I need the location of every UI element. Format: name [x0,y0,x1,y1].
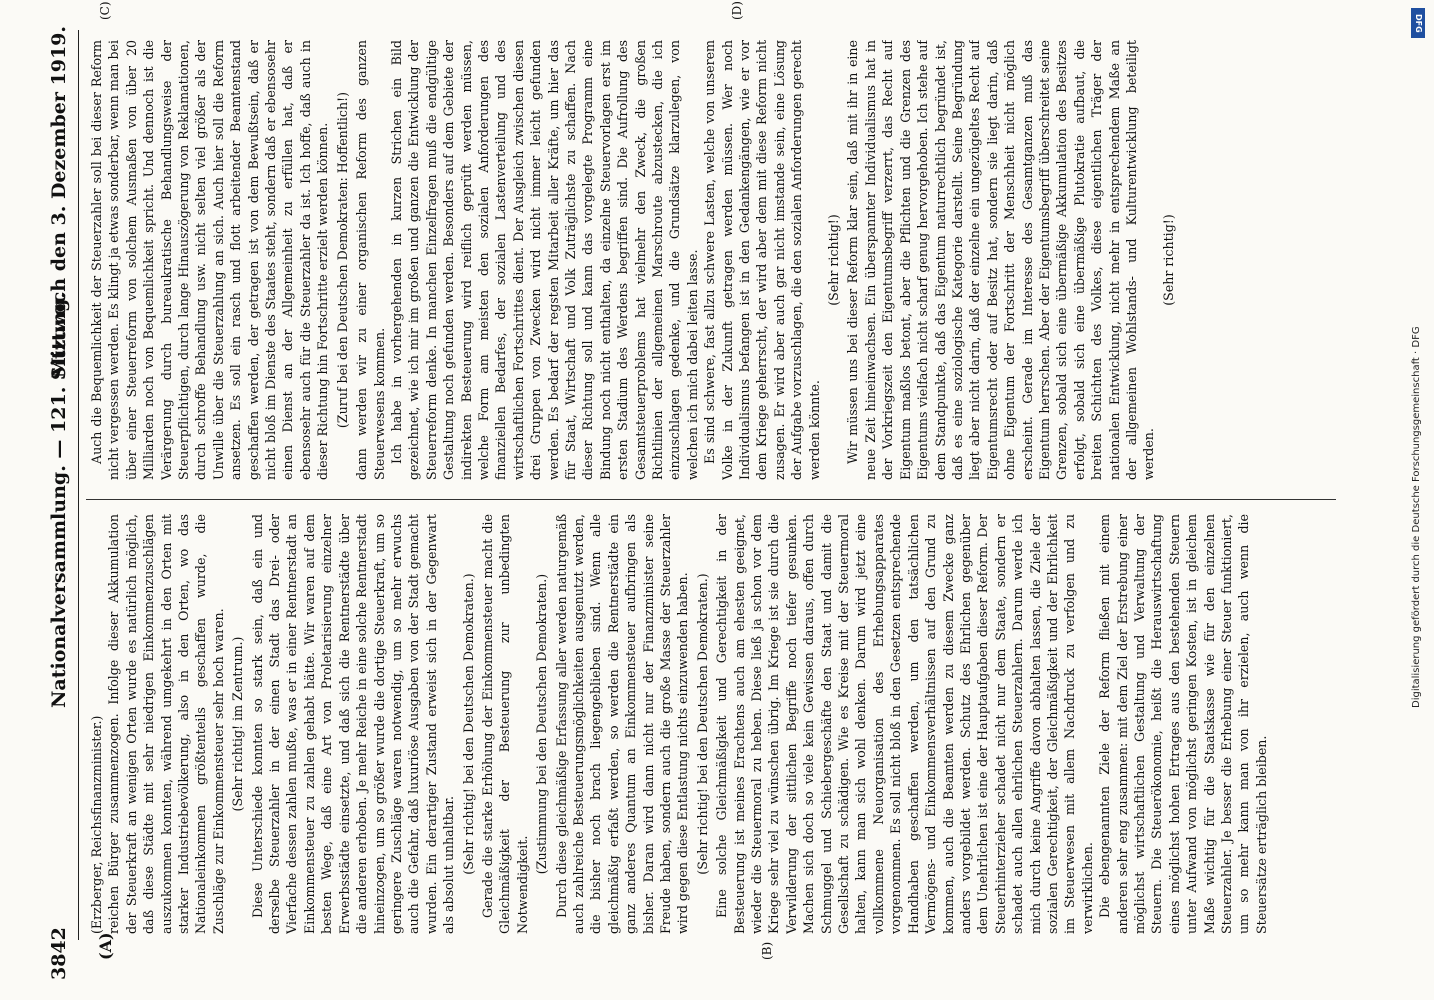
left-column [88,514,1338,934]
margin-marker-b: (B) [760,941,774,960]
column-divider [86,499,1336,500]
interjection: (Sehr richtig!) [1160,214,1176,306]
paragraph: Die ebengenannten Ziele der Reform fließen mit einem anderen sehr eng zusammen: mit dem Ziel der Erstrebung einer möglichst wirtschaftlichen Gestaltung und Verwaltung der Steuern. Die Steuerökonomie, heißt die Herauswirtschaftung eines möglichst hohen Ertrages aus den bestehenden Steuern unter Aufwand von möglichst geringen Kosten, ist in gleichem Maße wichtig für die Staatskasse wie für den einzelnen Steuerzahler. Je besser die Erhebung einer Steuer funktioniert, um so mehr kann man von ihr erzielen, auch wenn die Steuersätze erträglich bleiben. [1097,514,1269,934]
paragraph: dann werden wir zu einer organischen Reform des ganzen Steuerwesens kommen. [354,40,387,480]
paragraph: Gerade die starke Erhöhung der Einkommensteuer macht die Gleichmäßigkeit der Besteuerung zur unbedingten Notwendigkeit. [479,514,530,934]
speaker-line: (Erzberger, Reichsfinanzminister.) [89,715,104,934]
header-rule [78,30,79,940]
right-column [88,40,1338,480]
paragraph: Durch diese gleichmäßige Erfassung aller werden naturgemäß auch zahlreiche Besteuerungsmöglichkeiten ausgenutzt werden, die bisher noch brach liegengeblieben sind. Wenn alle gleichmäßig erfaßt werden, so werden die Rentnerstädte ein ganz anderes Quantum an Einkommensteuer aufbringen als bisher. Daran wird dann nicht nur der Finanzminister seine Freude haben, sondern auch die große Masse der Steuerzahler wird gegen diese Entlastung nichts einzuwenden haben. [553,514,691,934]
interjection: (Sehr richtig! bei den Deutschen Demokraten.) [694,573,710,875]
running-header [48,0,88,1000]
digitization-credit [1411,8,1425,708]
header-date: Mittwoch den 3. Dezember 1919. [48,26,70,379]
margin-marker-d: (D) [730,1,744,20]
paragraph: Diese Unterschiede konnten so stark sein, daß ein und derselbe Steuerzahler in der einen Stadt das Drei- oder Vierfache dessen zahlen mußte, was er in einer Rentnerstadt an Einkommensteuer zu zahlen gehabt hätte. Wir waren auf dem besten Wege, daß eine Art von Proletarisierung einzelner Erwerbsstädte einsetzte, und daß sich die Rentnerstädte über die anderen erhoben. Je mehr Reiche in eine solche Rentnerstadt hineinzogen, um so größer wurde die dortige Steuerkraft, um so geringere Zuschläge waren notwendig, um so mehr erwuchs auch die Gefahr, daß luxuriöse Ausgaben von der Stadt gemacht wurden. Ein derartiger Zustand erweist sich in der Gegenwart als absolut unhaltbar. [249,514,457,934]
interjection: (Sehr richtig! im Zentrum.) [230,636,246,812]
margin-marker-a: (A) [96,932,115,960]
interjection: (Zustimmung bei den Deutschen Demokraten.) [534,573,550,875]
paragraph: Auch die Bequemlichkeit der Steuerzahler soll bei dieser Reform nicht vergessen werden. Es klingt ja etwas sonderbar, wenn man bei über einer Steuerreform von solchem Ausmaßen von über 20 Milliarden noch von Bequemlichkeit spricht. Und dennoch ist die Verärgerung durch bureaukratische Behandlungsweise der Steuerpflichtigen, durch lange Hinauszögerung von Reklamationen, durch schroffe Behandlung usw. nicht selten viel größer als der Unwille über die Steuerzahlung an sich. Auch hier soll die Reform ansetzen. Es soll ein rasch und flott arbeitender Beamtenstand geschaffen werden, der getragen ist von dem Bewußtsein, daß er nicht bloß im Dienste des Staates steht, sondern daß er ebensosehr einen Dienst an der Allgemeinheit zu erfüllen hat, daß er ebensosehr auch für die Steuerzahler da ist. Ich hoffe, daß auch in dieser Richtung hin Fortschritte erzielt werden können. [89,40,331,480]
paragraph: Ich habe in vorhergehenden in kurzen Strichen ein Bild gezeichnet, wie ich mir im großen und ganzen die Entwicklung der Steuerreform denke. In manchen Einzelfragen muß die endgültige Gestaltung noch gefunden werden. Besonders auf dem Gebiete der indirekten Besteuerung wird reiflich geprüft werden müssen, welche Form am meisten den sozialen Anforderungen des finanziellen Bedarfes, der sozialen Lastenverteilung und des wirtschaftlichen Fortschrittes dient. Der Ausgleich zwischen diesen drei Gruppen von Zwecken wird nicht immer leicht gefunden werden. Es bedarf der regsten Mitarbeit aller Kräfte, um hier das für Staat, Wirtschaft und Volk Zuträglichste zu schaffen. Nach dieser Richtung soll und kann das vorgelegte Programm eine Bindung noch nicht enthalten, da einzelne Steuervorlagen erst im ersten Stadium des Werdens begriffen sind. Die Aufrollung des Gesamtsteuerproblems hat vielmehr den Zweck, die großen Richtlinien der allgemeinen Marschroute abzustecken, die ich einzuschlagen gedenke, und die Grundsätze klarzulegen, von welchen ich mich dabei leiten lasse. [388,40,700,480]
paragraph: reichen Bürger zusammenzogen. Infolge dieser Akkumulation der Steuerkraft an wenigen Orten wurde es natürlich möglich, daß diese Städte mit sehr niedrigen Einkommenzuschlägen auszukommen konnten, während umgekehrt in den Orten mit starker Industriebevölkerung, also in den Orten, wo das Nationaleinkommen größtenteils geschaffen wurde, die Zuschläge zur Einkommensteuer sehr hoch waren. [106,514,226,934]
interjection: (Sehr richtig! bei den Deutschen Demokraten.) [460,573,476,875]
paragraph: Eine solche Gleichmäßigkeit und Gerechtigkeit in der Besteuerung ist meines Erachtens auch am ehesten geeignet, wieder die Steuermoral zu heben. Diese ließ ja schon vor dem Kriege sehr viel zu wünschen übrig. Im Kriege ist sie durch die Verwilderung der sittlichen Begriffe noch tiefer gesunken. Machen sich doch so viele kein Gewissen daraus, offen durch Schmuggel und Schiebergeschäfte den Staat und damit die Gesellschaft zu schädigen. Wie es Kreise mit der Steuermoral halten, kann man sich wohl denken. Darum wird jetzt eine vollkommene Neuorganisation des Erhebungsapparates vorgenommen. Es soll nicht bloß in den Gesetzen entsprechende Handhaben geschaffen werden, um den tatsächlichen Vermögens- und Einkommensverhältnissen auf den Grund zu kommen, auch die Beamten werden zu diesem Zwecke ganz anders vorgebildet werden. Schutz des Ehrlichen gegenüber dem Unehrlichen ist eine der Hauptaufgaben dieser Reform. Der Steuerhinterzieher schadet nicht nur dem Staate, sondern er schadet auch allen ehrlichen Steuerzahlern. Darum werde ich mich durch keine Angriffe davon abhalten lassen, die Ziele der sozialen Gerechtigkeit, der Gleichmäßigkeit und der Ehrlichkeit im Steuerwesen mit allem Nachdruck zu verfolgen und zu verwirklichen. [714,514,1095,934]
margin-marker-c: (C) [98,1,112,20]
interjection: (Sehr richtig!) [826,214,842,306]
page-number: 3842 [48,927,70,980]
paragraph: Es sind schwere, fast allzu schwere Lasten, welche von unserem Volke in der Zukunft getragen werden müssen. Wer noch Individualismus befangen ist in den Gedankengängen, wie er vor dem Kriege geherrscht, der wird aber dem mit diese Reform nicht zusagen. Er wird aber auch gar nicht imstande sein, eine Lösung der Aufgabe vorzuschlagen, die den sozialen Anforderungen gerecht werden könnte. [702,40,822,480]
interjection: (Zuruf bei den Deutschen Demokraten: Hoffentlich!) [334,91,350,429]
credit-text: Digitalisierung gefördert durch die Deutsche Forschungsgemeinschaft · DFG [1411,326,1422,708]
dfg-logo: DFG [1411,8,1425,38]
paragraph: Wir müssen uns bei dieser Reform klar sein, daß mit ihr in eine neue Zeit hineinwachsen. Ein überspannter Individualismus hat in der Vorkriegszeit den Eigentumsbegriff verzerrt, das Recht auf Eigentum maßlos betont, aber die Pflichten und die Grenzen des Eigentums vielfach nicht scharf genug hervorgehoben. Ich stehe auf dem Standpunkte, daß das Eigentum naturrechtlich begründet ist, daß es eine soziologische Kategorie darstellt. Seine Begründung liegt aber nicht darin, daß der einzelne ein ungezügeltes Recht auf Eigentumsrecht oder auf Besitz hat, sondern sie liegt darin, daß ohne Eigentum der Fortschritt der Menschheit nicht möglich erscheint. Gerade im Interesse des Gesamtganzen muß das Eigentum herrschen. Aber der Eigentumsbegriff überschreitet seine Grenzen, sobald sich eine übermäßige Akkumulation des Besitzes erfolgt, sobald sich eine übermäßige Plutokratie aufbaut, die breiten Schichten des Volkes, diese eigentlichen Träger der nationalen Entwicklung, nicht mehr in entsprechendem Maße an der allgemeinen Wohlstands- und Kulturentwicklung beteiligt werden. [845,40,1157,480]
header-title: Nationalversammlung. — 121. Sitzung. [48,292,70,708]
